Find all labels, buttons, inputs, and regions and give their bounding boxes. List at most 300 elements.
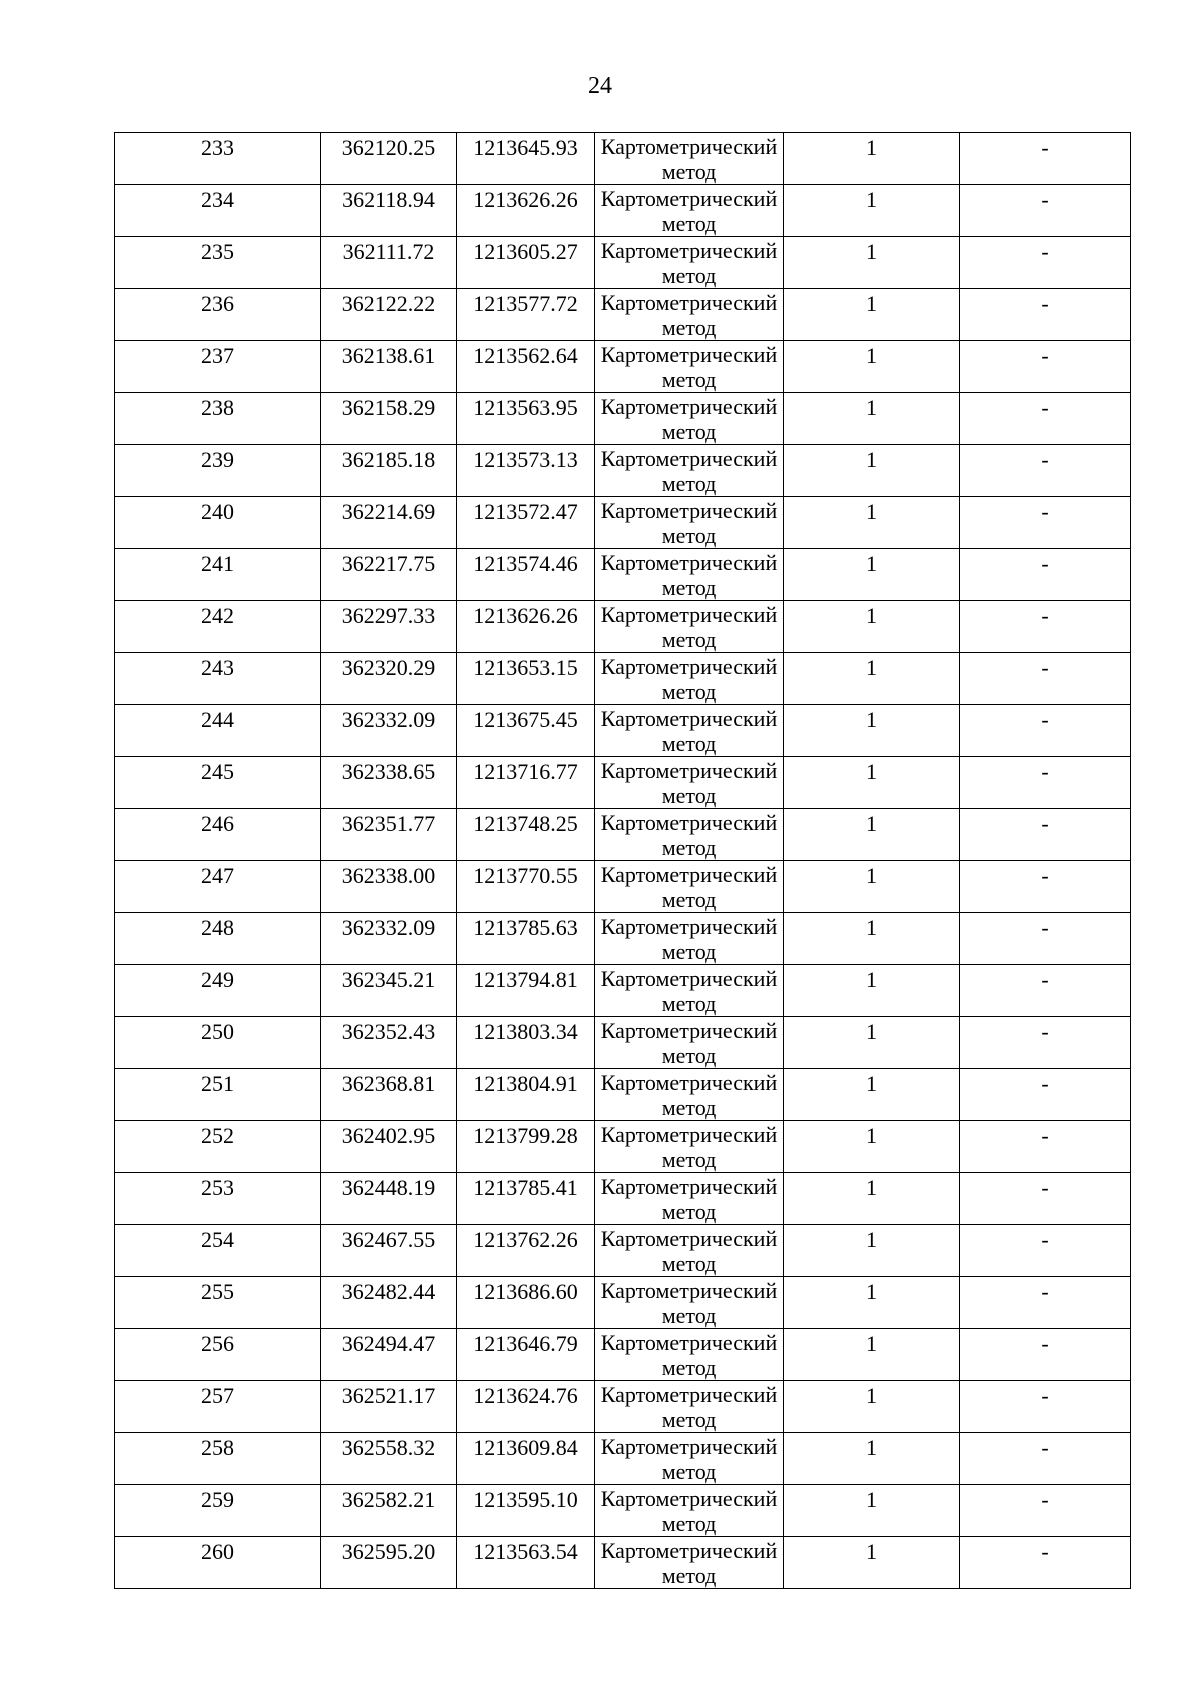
accuracy-cell-text: 1 — [866, 1487, 877, 1512]
method-cell — [595, 913, 784, 965]
coordinates-table-body — [115, 133, 1131, 1589]
method-cell — [595, 1121, 784, 1173]
description-cell-text: - — [1041, 395, 1049, 420]
accuracy-cell-text: 1 — [866, 499, 877, 524]
point-number-cell — [115, 1173, 321, 1225]
description-cell — [960, 601, 1131, 653]
table-row — [115, 549, 1131, 601]
description-cell — [960, 1225, 1131, 1277]
accuracy-cell-text: 1 — [866, 291, 877, 316]
description-cell-text: - — [1041, 1435, 1049, 1460]
y-coordinate-cell — [457, 1277, 595, 1329]
method-cell-text: Картометрический метод — [600, 1018, 778, 1068]
y-coordinate-cell-text: 1213770.55 — [473, 863, 578, 888]
table-row — [115, 445, 1131, 497]
accuracy-cell-text: 1 — [866, 1383, 877, 1408]
x-coordinate-cell-text: 362332.09 — [341, 707, 436, 732]
table-row — [115, 1485, 1131, 1537]
accuracy-cell — [784, 1017, 960, 1069]
point-number-cell-text: 254 — [201, 1227, 234, 1252]
accuracy-cell-text: 1 — [866, 239, 877, 264]
accuracy-cell-text: 1 — [866, 395, 877, 420]
y-coordinate-cell-text: 1213624.76 — [473, 1383, 578, 1408]
accuracy-cell-text: 1 — [866, 343, 877, 368]
description-cell-text: - — [1041, 1175, 1049, 1200]
y-coordinate-cell — [457, 341, 595, 393]
description-cell — [960, 497, 1131, 549]
accuracy-cell — [784, 1173, 960, 1225]
y-coordinate-cell — [457, 549, 595, 601]
accuracy-cell-text: 1 — [866, 135, 877, 160]
x-coordinate-cell — [321, 757, 457, 809]
point-number-cell — [115, 549, 321, 601]
point-number-cell-text: 243 — [201, 655, 234, 680]
description-cell — [960, 653, 1131, 705]
x-coordinate-cell-text: 362345.21 — [341, 967, 436, 992]
accuracy-cell — [784, 1329, 960, 1381]
accuracy-cell-text: 1 — [866, 1071, 877, 1096]
description-cell — [960, 1121, 1131, 1173]
y-coordinate-cell — [457, 1537, 595, 1589]
x-coordinate-cell-text: 362467.55 — [341, 1227, 436, 1252]
description-cell-text: - — [1041, 1383, 1049, 1408]
y-coordinate-cell — [457, 289, 595, 341]
table-row — [115, 185, 1131, 237]
table-row — [115, 341, 1131, 393]
point-number-cell — [115, 861, 321, 913]
point-number-cell — [115, 1121, 321, 1173]
y-coordinate-cell — [457, 861, 595, 913]
description-cell — [960, 237, 1131, 289]
x-coordinate-cell-text: 362214.69 — [341, 499, 436, 524]
method-cell — [595, 653, 784, 705]
accuracy-cell — [784, 1069, 960, 1121]
description-cell — [960, 705, 1131, 757]
table-row — [115, 1329, 1131, 1381]
x-coordinate-cell — [321, 549, 457, 601]
point-number-cell — [115, 185, 321, 237]
accuracy-cell — [784, 497, 960, 549]
point-number-cell-text: 260 — [201, 1539, 234, 1564]
x-coordinate-cell-text: 362448.19 — [341, 1175, 436, 1200]
y-coordinate-cell-text: 1213799.28 — [473, 1123, 578, 1148]
description-cell — [960, 757, 1131, 809]
x-coordinate-cell-text: 362185.18 — [341, 447, 436, 472]
x-coordinate-cell — [321, 497, 457, 549]
point-number-cell — [115, 965, 321, 1017]
x-coordinate-cell-text: 362368.81 — [341, 1071, 436, 1096]
table-row — [115, 237, 1131, 289]
x-coordinate-cell-text: 362138.61 — [341, 343, 436, 368]
accuracy-cell-text: 1 — [866, 707, 877, 732]
x-coordinate-cell-text: 362320.29 — [341, 655, 436, 680]
table-row — [115, 861, 1131, 913]
point-number-cell — [115, 1277, 321, 1329]
method-cell-text: Картометрический метод — [600, 758, 778, 808]
table-row — [115, 1017, 1131, 1069]
x-coordinate-cell-text: 362332.09 — [341, 915, 436, 940]
x-coordinate-cell-text: 362521.17 — [341, 1383, 436, 1408]
point-number-cell-text: 257 — [201, 1383, 234, 1408]
x-coordinate-cell — [321, 289, 457, 341]
description-cell-text: - — [1041, 135, 1049, 160]
x-coordinate-cell — [321, 1121, 457, 1173]
x-coordinate-cell — [321, 1277, 457, 1329]
table-row — [115, 705, 1131, 757]
point-number-cell-text: 255 — [201, 1279, 234, 1304]
y-coordinate-cell-text: 1213716.77 — [473, 759, 578, 784]
accuracy-cell-text: 1 — [866, 1279, 877, 1304]
description-cell — [960, 549, 1131, 601]
table-row — [115, 1173, 1131, 1225]
point-number-cell-text: 247 — [201, 863, 234, 888]
method-cell — [595, 1381, 784, 1433]
x-coordinate-cell-text: 362111.72 — [342, 239, 435, 264]
description-cell-text: - — [1041, 1279, 1049, 1304]
description-cell-text: - — [1041, 187, 1049, 212]
description-cell-text: - — [1041, 551, 1049, 576]
method-cell-text: Картометрический метод — [600, 342, 778, 392]
method-cell — [595, 705, 784, 757]
point-number-cell — [115, 1537, 321, 1589]
x-coordinate-cell — [321, 913, 457, 965]
method-cell — [595, 133, 784, 185]
accuracy-cell — [784, 445, 960, 497]
x-coordinate-cell — [321, 705, 457, 757]
table-row — [115, 1225, 1131, 1277]
y-coordinate-cell-text: 1213646.79 — [473, 1331, 578, 1356]
point-number-cell — [115, 1069, 321, 1121]
table-row — [115, 1121, 1131, 1173]
description-cell-text: - — [1041, 967, 1049, 992]
accuracy-cell-text: 1 — [866, 1435, 877, 1460]
method-cell — [595, 185, 784, 237]
y-coordinate-cell — [457, 1121, 595, 1173]
accuracy-cell — [784, 1433, 960, 1485]
x-coordinate-cell — [321, 445, 457, 497]
method-cell — [595, 445, 784, 497]
point-number-cell-text: 237 — [201, 343, 234, 368]
description-cell-text: - — [1041, 1227, 1049, 1252]
x-coordinate-cell — [321, 393, 457, 445]
point-number-cell — [115, 133, 321, 185]
y-coordinate-cell — [457, 653, 595, 705]
point-number-cell — [115, 809, 321, 861]
method-cell-text: Картометрический метод — [600, 134, 778, 184]
y-coordinate-cell — [457, 497, 595, 549]
accuracy-cell — [784, 965, 960, 1017]
accuracy-cell — [784, 1485, 960, 1537]
y-coordinate-cell-text: 1213803.34 — [473, 1019, 578, 1044]
description-cell — [960, 809, 1131, 861]
method-cell-text: Картометрический метод — [600, 290, 778, 340]
x-coordinate-cell — [321, 1173, 457, 1225]
y-coordinate-cell-text: 1213804.91 — [473, 1071, 578, 1096]
point-number-cell-text: 239 — [201, 447, 234, 472]
point-number-cell-text: 242 — [201, 603, 234, 628]
accuracy-cell — [784, 809, 960, 861]
method-cell — [595, 549, 784, 601]
point-number-cell-text: 248 — [201, 915, 234, 940]
method-cell — [595, 289, 784, 341]
table-row — [115, 809, 1131, 861]
description-cell-text: - — [1041, 759, 1049, 784]
method-cell-text: Картометрический метод — [600, 1434, 778, 1484]
y-coordinate-cell-text: 1213794.81 — [473, 967, 578, 992]
method-cell — [595, 757, 784, 809]
y-coordinate-cell — [457, 1017, 595, 1069]
description-cell — [960, 1381, 1131, 1433]
method-cell-text: Картометрический метод — [600, 602, 778, 652]
point-number-cell-text: 246 — [201, 811, 234, 836]
y-coordinate-cell-text: 1213573.13 — [473, 447, 578, 472]
point-number-cell-text: 252 — [201, 1123, 234, 1148]
x-coordinate-cell — [321, 1433, 457, 1485]
table-row — [115, 601, 1131, 653]
y-coordinate-cell-text: 1213653.15 — [473, 655, 578, 680]
point-number-cell — [115, 757, 321, 809]
page-number: 24 — [588, 73, 612, 99]
x-coordinate-cell-text: 362595.20 — [341, 1539, 436, 1564]
y-coordinate-cell — [457, 601, 595, 653]
point-number-cell — [115, 913, 321, 965]
method-cell-text: Картометрический метод — [600, 706, 778, 756]
coordinates-table — [114, 132, 1131, 1589]
description-cell — [960, 289, 1131, 341]
y-coordinate-cell-text: 1213626.26 — [473, 603, 578, 628]
y-coordinate-cell-text: 1213675.45 — [473, 707, 578, 732]
accuracy-cell-text: 1 — [866, 811, 877, 836]
accuracy-cell-text: 1 — [866, 967, 877, 992]
accuracy-cell-text: 1 — [866, 915, 877, 940]
x-coordinate-cell-text: 362120.25 — [341, 135, 436, 160]
accuracy-cell — [784, 237, 960, 289]
description-cell — [960, 1329, 1131, 1381]
x-coordinate-cell — [321, 237, 457, 289]
table-row — [115, 757, 1131, 809]
x-coordinate-cell-text: 362338.65 — [341, 759, 436, 784]
accuracy-cell — [784, 133, 960, 185]
description-cell-text: - — [1041, 1539, 1049, 1564]
method-cell — [595, 861, 784, 913]
point-number-cell — [115, 497, 321, 549]
x-coordinate-cell — [321, 1069, 457, 1121]
x-coordinate-cell — [321, 1225, 457, 1277]
point-number-cell-text: 249 — [201, 967, 234, 992]
description-cell-text: - — [1041, 291, 1049, 316]
table-row — [115, 1277, 1131, 1329]
x-coordinate-cell-text: 362338.00 — [341, 863, 436, 888]
x-coordinate-cell-text: 362494.47 — [341, 1331, 436, 1356]
y-coordinate-cell-text: 1213577.72 — [473, 291, 578, 316]
method-cell — [595, 1225, 784, 1277]
table-row — [115, 393, 1131, 445]
x-coordinate-cell — [321, 965, 457, 1017]
description-cell — [960, 913, 1131, 965]
description-cell-text: - — [1041, 655, 1049, 680]
description-cell-text: - — [1041, 1487, 1049, 1512]
point-number-cell-text: 234 — [201, 187, 234, 212]
table-row — [115, 1381, 1131, 1433]
description-cell-text: - — [1041, 915, 1049, 940]
accuracy-cell-text: 1 — [866, 863, 877, 888]
method-cell-text: Картометрический метод — [600, 550, 778, 600]
point-number-cell — [115, 341, 321, 393]
point-number-cell-text: 235 — [201, 239, 234, 264]
method-cell-text: Картометрический метод — [600, 1122, 778, 1172]
description-cell — [960, 1277, 1131, 1329]
table-row — [115, 913, 1131, 965]
description-cell — [960, 861, 1131, 913]
y-coordinate-cell-text: 1213785.63 — [473, 915, 578, 940]
y-coordinate-cell — [457, 1069, 595, 1121]
point-number-cell-text: 236 — [201, 291, 234, 316]
method-cell — [595, 1069, 784, 1121]
table-row — [115, 289, 1131, 341]
point-number-cell-text: 256 — [201, 1331, 234, 1356]
y-coordinate-cell-text: 1213762.26 — [473, 1227, 578, 1252]
point-number-cell — [115, 705, 321, 757]
x-coordinate-cell — [321, 653, 457, 705]
point-number-cell — [115, 1225, 321, 1277]
y-coordinate-cell-text: 1213609.84 — [473, 1435, 578, 1460]
y-coordinate-cell — [457, 133, 595, 185]
method-cell-text: Картометрический метод — [600, 1538, 778, 1588]
method-cell-text: Картометрический метод — [600, 394, 778, 444]
accuracy-cell-text: 1 — [866, 187, 877, 212]
x-coordinate-cell-text: 362118.94 — [342, 187, 435, 212]
y-coordinate-cell — [457, 965, 595, 1017]
accuracy-cell — [784, 289, 960, 341]
x-coordinate-cell — [321, 1329, 457, 1381]
description-cell-text: - — [1041, 603, 1049, 628]
y-coordinate-cell — [457, 1173, 595, 1225]
method-cell — [595, 1537, 784, 1589]
x-coordinate-cell-text: 362582.21 — [341, 1487, 436, 1512]
y-coordinate-cell — [457, 705, 595, 757]
x-coordinate-cell-text: 362352.43 — [341, 1019, 436, 1044]
description-cell — [960, 1017, 1131, 1069]
x-coordinate-cell — [321, 1017, 457, 1069]
y-coordinate-cell — [457, 1485, 595, 1537]
point-number-cell — [115, 601, 321, 653]
description-cell — [960, 965, 1131, 1017]
point-number-cell-text: 240 — [201, 499, 234, 524]
description-cell — [960, 133, 1131, 185]
method-cell-text: Картометрический метод — [600, 1278, 778, 1328]
x-coordinate-cell-text: 362402.95 — [341, 1123, 436, 1148]
point-number-cell — [115, 1433, 321, 1485]
description-cell — [960, 1069, 1131, 1121]
accuracy-cell-text: 1 — [866, 551, 877, 576]
method-cell-text: Картометрический метод — [600, 810, 778, 860]
table-row — [115, 1069, 1131, 1121]
accuracy-cell-text: 1 — [866, 1539, 877, 1564]
description-cell — [960, 1433, 1131, 1485]
y-coordinate-cell-text: 1213645.93 — [473, 135, 578, 160]
accuracy-cell-text: 1 — [866, 1019, 877, 1044]
accuracy-cell — [784, 1277, 960, 1329]
x-coordinate-cell-text: 362558.32 — [341, 1435, 436, 1460]
accuracy-cell — [784, 705, 960, 757]
x-coordinate-cell — [321, 133, 457, 185]
y-coordinate-cell — [457, 1381, 595, 1433]
table-row — [115, 1433, 1131, 1485]
point-number-cell-text: 253 — [201, 1175, 234, 1200]
point-number-cell — [115, 393, 321, 445]
description-cell-text: - — [1041, 1123, 1049, 1148]
accuracy-cell — [784, 653, 960, 705]
description-cell-text: - — [1041, 447, 1049, 472]
y-coordinate-cell — [457, 1433, 595, 1485]
x-coordinate-cell-text: 362351.77 — [341, 811, 436, 836]
x-coordinate-cell-text: 362217.75 — [341, 551, 436, 576]
accuracy-cell — [784, 1121, 960, 1173]
method-cell-text: Картометрический метод — [600, 1070, 778, 1120]
method-cell-text: Картометрический метод — [600, 654, 778, 704]
method-cell — [595, 1277, 784, 1329]
accuracy-cell — [784, 341, 960, 393]
description-cell — [960, 1173, 1131, 1225]
method-cell — [595, 341, 784, 393]
method-cell — [595, 393, 784, 445]
point-number-cell — [115, 237, 321, 289]
accuracy-cell — [784, 1537, 960, 1589]
y-coordinate-cell — [457, 185, 595, 237]
y-coordinate-cell-text: 1213563.54 — [473, 1539, 578, 1564]
method-cell — [595, 1485, 784, 1537]
accuracy-cell-text: 1 — [866, 1175, 877, 1200]
x-coordinate-cell — [321, 185, 457, 237]
description-cell — [960, 341, 1131, 393]
description-cell — [960, 1485, 1131, 1537]
method-cell-text: Картометрический метод — [600, 498, 778, 548]
y-coordinate-cell-text: 1213595.10 — [473, 1487, 578, 1512]
method-cell-text: Картометрический метод — [600, 1330, 778, 1380]
accuracy-cell — [784, 601, 960, 653]
description-cell — [960, 185, 1131, 237]
table-row — [115, 653, 1131, 705]
point-number-cell — [115, 1485, 321, 1537]
y-coordinate-cell — [457, 393, 595, 445]
accuracy-cell — [784, 393, 960, 445]
y-coordinate-cell-text: 1213572.47 — [473, 499, 578, 524]
table-row — [115, 965, 1131, 1017]
point-number-cell-text: 244 — [201, 707, 234, 732]
table-row — [115, 497, 1131, 549]
description-cell-text: - — [1041, 239, 1049, 264]
method-cell-text: Картометрический метод — [600, 186, 778, 236]
table-row — [115, 133, 1131, 185]
method-cell — [595, 965, 784, 1017]
point-number-cell — [115, 445, 321, 497]
x-coordinate-cell — [321, 1485, 457, 1537]
x-coordinate-cell-text: 362158.29 — [341, 395, 436, 420]
accuracy-cell — [784, 549, 960, 601]
method-cell — [595, 601, 784, 653]
accuracy-cell — [784, 757, 960, 809]
accuracy-cell — [784, 913, 960, 965]
method-cell — [595, 1433, 784, 1485]
y-coordinate-cell-text: 1213686.60 — [473, 1279, 578, 1304]
description-cell — [960, 1537, 1131, 1589]
x-coordinate-cell-text: 362122.22 — [341, 291, 436, 316]
accuracy-cell — [784, 1225, 960, 1277]
description-cell — [960, 393, 1131, 445]
point-number-cell-text: 233 — [201, 135, 234, 160]
description-cell-text: - — [1041, 811, 1049, 836]
point-number-cell-text: 258 — [201, 1435, 234, 1460]
